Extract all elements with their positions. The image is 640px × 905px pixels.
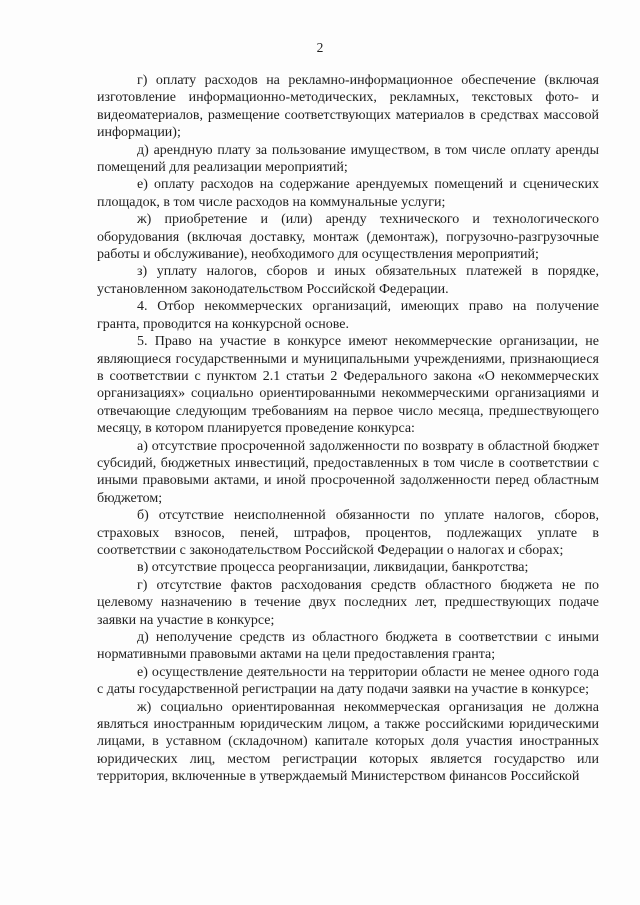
paragraph-item-d-rent: д) арендную плату за пользование имуществом, в том числе оплату аренды помещений для реализации мероприятий;	[97, 142, 599, 176]
paragraph-item-z-taxes: з) уплату налогов, сборов и иных обязательных платежей в порядке, установленном законодательством Российской Федерации.	[97, 264, 599, 297]
paragraph-req-zh: ж) социально ориентированная некоммерческая организация не должна являться иностранным юридическим лицом, а также российскими юридическими лицами, в уставном (складочном) капитале которых доля участия иностранных юридических лиц, местом регистрации которых является государство или территория, включенные в утверждаемый Министерством финансов Российской	[97, 699, 599, 785]
paragraph-clause-4: 4. Отбор некоммерческих организаций, имеющих право на получение гранта, проводится на конкурсной основе.	[97, 299, 599, 332]
page-number: 2	[316, 40, 324, 55]
paragraph-req-g: г) отсутствие фактов расходования средств областного бюджета не по целевому назначению в течение двух последних лет, предшествующих подаче заявки на участие в конкурсе;	[97, 577, 599, 628]
paragraph-req-d: д) неполучение средств из областного бюджета в соответствии с иными нормативными правовыми актами на цели предоставления гранта;	[97, 630, 599, 663]
document-body	[97, 72, 599, 786]
paragraph-item-e-maintenance: е) оплату расходов на содержание арендуемых помещений и сценических площадок, в том числе расходов на коммунальные услуги;	[97, 177, 599, 210]
paragraph-req-v: в) отсутствие процесса реорганизации, ликвидации, банкротства;	[137, 560, 529, 576]
paragraph-req-a: а) отсутствие просроченной задолженности по возврату в областной бюджет субсидий, бюджетных инвестиций, предоставленных в том числе в соответствии с иными правовыми актами, и иной просроченной задолженности перед областным бюджетом;	[97, 438, 599, 506]
paragraph-req-e: е) осуществление деятельности на территории области не менее одного года с даты государственной регистрации на дату подачи заявки на участие в конкурсе;	[97, 664, 599, 698]
paragraph-item-g-advertising: г) оплату расходов на рекламно-информационное обеспечение (включая изготовление информационно-методических, рекламных, текстовых фото- и видеоматериалов, размещение соответствующих материалов в средствах массовой информации);	[97, 73, 599, 141]
paragraph-item-zh-equipment: ж) приобретение и (или) аренду технического и технологического оборудования (включая доставку, монтаж (демонтаж), погрузочно-разгрузочные работы и обслуживание), необходимого для осуществления мероприятий;	[97, 212, 599, 263]
paragraph-req-b: б) отсутствие неисполненной обязанности по уплате налогов, сборов, страховых взносов, пеней, штрафов, процентов, подлежащих уплате в соответствии с законодательством Российской Федерации о налогах и сборах;	[97, 508, 599, 558]
paragraph-clause-5: 5. Право на участие в конкурсе имеют некоммерческие организации, не являющиеся государственными и муниципальными учреждениями, признающиеся в соответствии с пунктом 2.1 статьи 2 Федерального закона «О некоммерческих организациях» социально ориентированными некоммерческими организациями и отвечающие следующим требованиям на первое число месяца, предшествующего месяцу, в котором планируется проведение конкурса:	[97, 334, 599, 437]
